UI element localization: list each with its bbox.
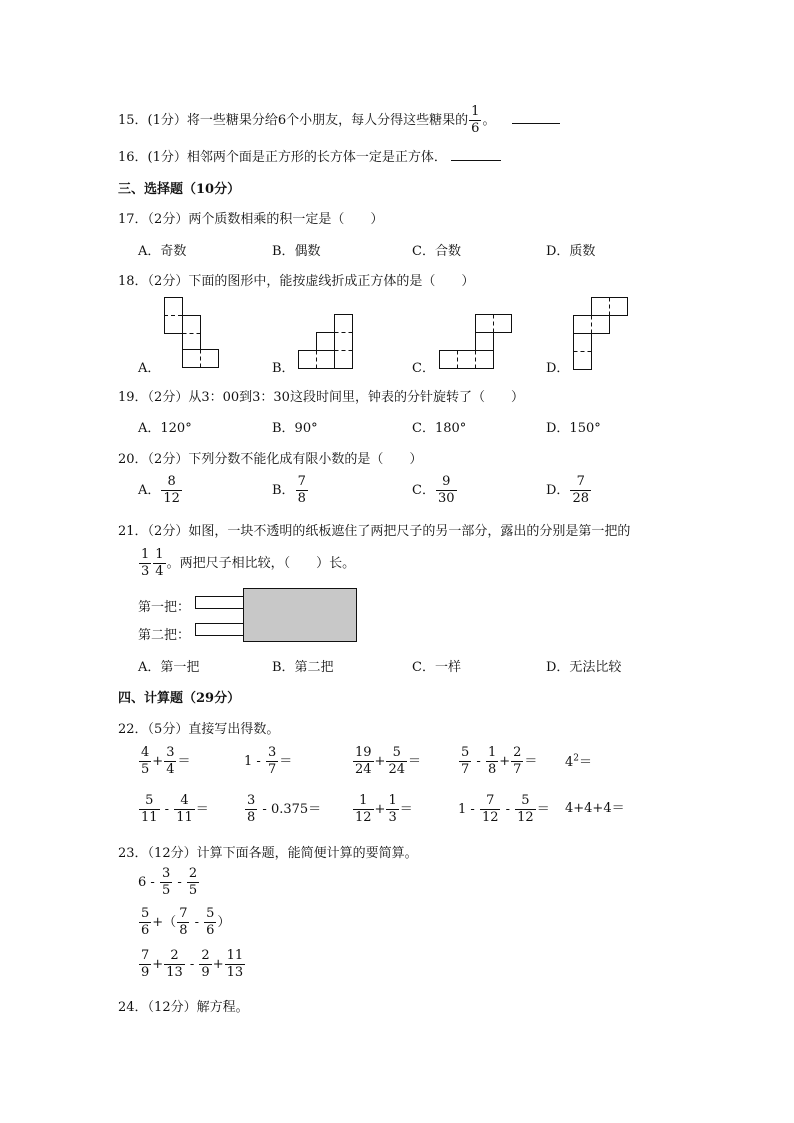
ruler-2-label: 第二把： — [138, 628, 191, 643]
fraction: $\frac{1}{3}$ — [141, 547, 150, 579]
section-heading: 四、计算题（29分） — [118, 691, 241, 706]
question-19: 19．（2分）从3：00到3：30这段时间里，钟表的分针旋转了（ ） — [118, 390, 524, 405]
question-15-text: 15．(1分）将一些糖果分给6个小朋友，每人分得这些糖果的 — [118, 113, 469, 128]
option-d[interactable]: D．无法比较 — [546, 660, 622, 675]
expression: $\frac{1}{12}$ + $\frac{1}{3}$ ＝ — [355, 793, 413, 825]
expression: $\frac{19}{24}$ + $\frac{5}{24}$ ＝ — [355, 745, 422, 777]
expression: $\frac{5}{7}$ - $\frac{1}{8}$ + $\frac{2}{7}$ ＝ — [461, 745, 538, 777]
rulers-figure — [194, 587, 360, 643]
expression: $\frac{5}{11}$ - $\frac{4}{11}$ ＝ — [141, 793, 209, 825]
option-c[interactable]: C．一样 — [412, 660, 461, 675]
question-16 — [118, 146, 501, 165]
option-a[interactable]: A．120° — [138, 421, 192, 436]
question-22: 22．（5分）直接写出得数。 — [118, 722, 280, 737]
expression: 1 - $\frac{7}{12}$ - $\frac{5}{12}$ ＝ — [458, 793, 550, 825]
option-d[interactable]: D．质数 — [546, 244, 596, 259]
option-b[interactable]: B．第二把 — [272, 660, 334, 675]
answer-blank[interactable] — [512, 111, 560, 124]
option-d[interactable]: D． — [546, 361, 570, 376]
option-a[interactable]: A．第一把 — [138, 660, 200, 675]
answer-blank[interactable] — [451, 148, 501, 161]
expression: 6 - $\frac{3}{5}$ - $\frac{2}{5}$ — [138, 866, 198, 898]
option-b[interactable]: B．90° — [272, 421, 318, 436]
cardboard — [244, 589, 357, 642]
option-c[interactable]: C． $\frac{9}{30}$ — [412, 474, 455, 506]
cube-net-a — [164, 297, 220, 371]
question-24: 24．（12分）解方程。 — [118, 1000, 249, 1015]
question-17: 17．（2分）两个质数相乘的积一定是（ ） — [118, 212, 384, 227]
option-b[interactable]: B． — [272, 361, 295, 376]
option-d[interactable]: D． $\frac{7}{28}$ — [546, 474, 589, 506]
cube-net-d — [573, 297, 631, 371]
cube-net-b — [298, 314, 356, 372]
question-15: 15．(1分）将一些糖果分给6个小朋友，每人分得这些糖果的 $\frac{1}{6}$ 。 — [118, 104, 560, 137]
question-23: 23．（12分）计算下面各题，能简便计算的要简算。 — [118, 846, 418, 861]
section-heading: 三、选择题（10分） — [118, 182, 241, 197]
option-a[interactable]: A．奇数 — [138, 244, 187, 259]
option-a[interactable]: A． — [138, 361, 161, 376]
question-21-line2: $\frac{1}{3}$ $\frac{1}{4}$ 。两把尺子相比较，（ ）长。 — [141, 547, 356, 579]
question-16-text: 16．(1分）相邻两个面是正方形的长方体一定是正方体． — [118, 150, 447, 165]
question-18: 18．（2分）下面的图形中，能按虚线折成正方体的是（ ） — [118, 274, 475, 289]
ruler-2 — [196, 624, 246, 636]
ruler-1 — [196, 597, 246, 609]
question-21: 21．（2分）如图，一块不透明的纸板遮住了两把尺子的另一部分，露出的分别是第一把的 — [118, 524, 631, 539]
option-a[interactable]: A． $\frac{8}{12}$ — [138, 474, 180, 506]
expression: $4^2=$ — [565, 753, 593, 770]
option-c[interactable]: C．合数 — [412, 244, 461, 259]
fraction: $\frac{1}{6}$ — [471, 104, 480, 136]
expression: 4+4+4＝ — [565, 801, 625, 816]
option-d[interactable]: D．150° — [546, 421, 601, 436]
option-c[interactable]: C． — [412, 361, 435, 376]
expression: 1 - $\frac{3}{7}$ ＝ — [244, 745, 293, 777]
fraction: $\frac{1}{4}$ — [155, 547, 164, 579]
option-c[interactable]: C．180° — [412, 421, 467, 436]
expression: $\frac{4}{5}$ + $\frac{3}{4}$ ＝ — [141, 745, 191, 777]
ruler-1-label: 第一把： — [138, 600, 191, 615]
option-b[interactable]: B．偶数 — [272, 244, 321, 259]
expression: $\frac{3}{8}$ - 0.375＝ — [247, 793, 322, 825]
option-b[interactable]: B． $\frac{7}{8}$ — [272, 474, 306, 506]
expression: $\frac{7}{9}$ + $\frac{2}{13}$ - $\frac{2}{9}$ + $\frac{11}{13}$ — [141, 948, 244, 980]
expression: $\frac{5}{6}$ +（ $\frac{7}{8}$ - $\frac{5}{6}$ ） — [141, 906, 231, 938]
question-20: 20．（2分）下列分数不能化成有限小数的是（ ） — [118, 452, 423, 467]
cube-net-c — [439, 314, 515, 372]
